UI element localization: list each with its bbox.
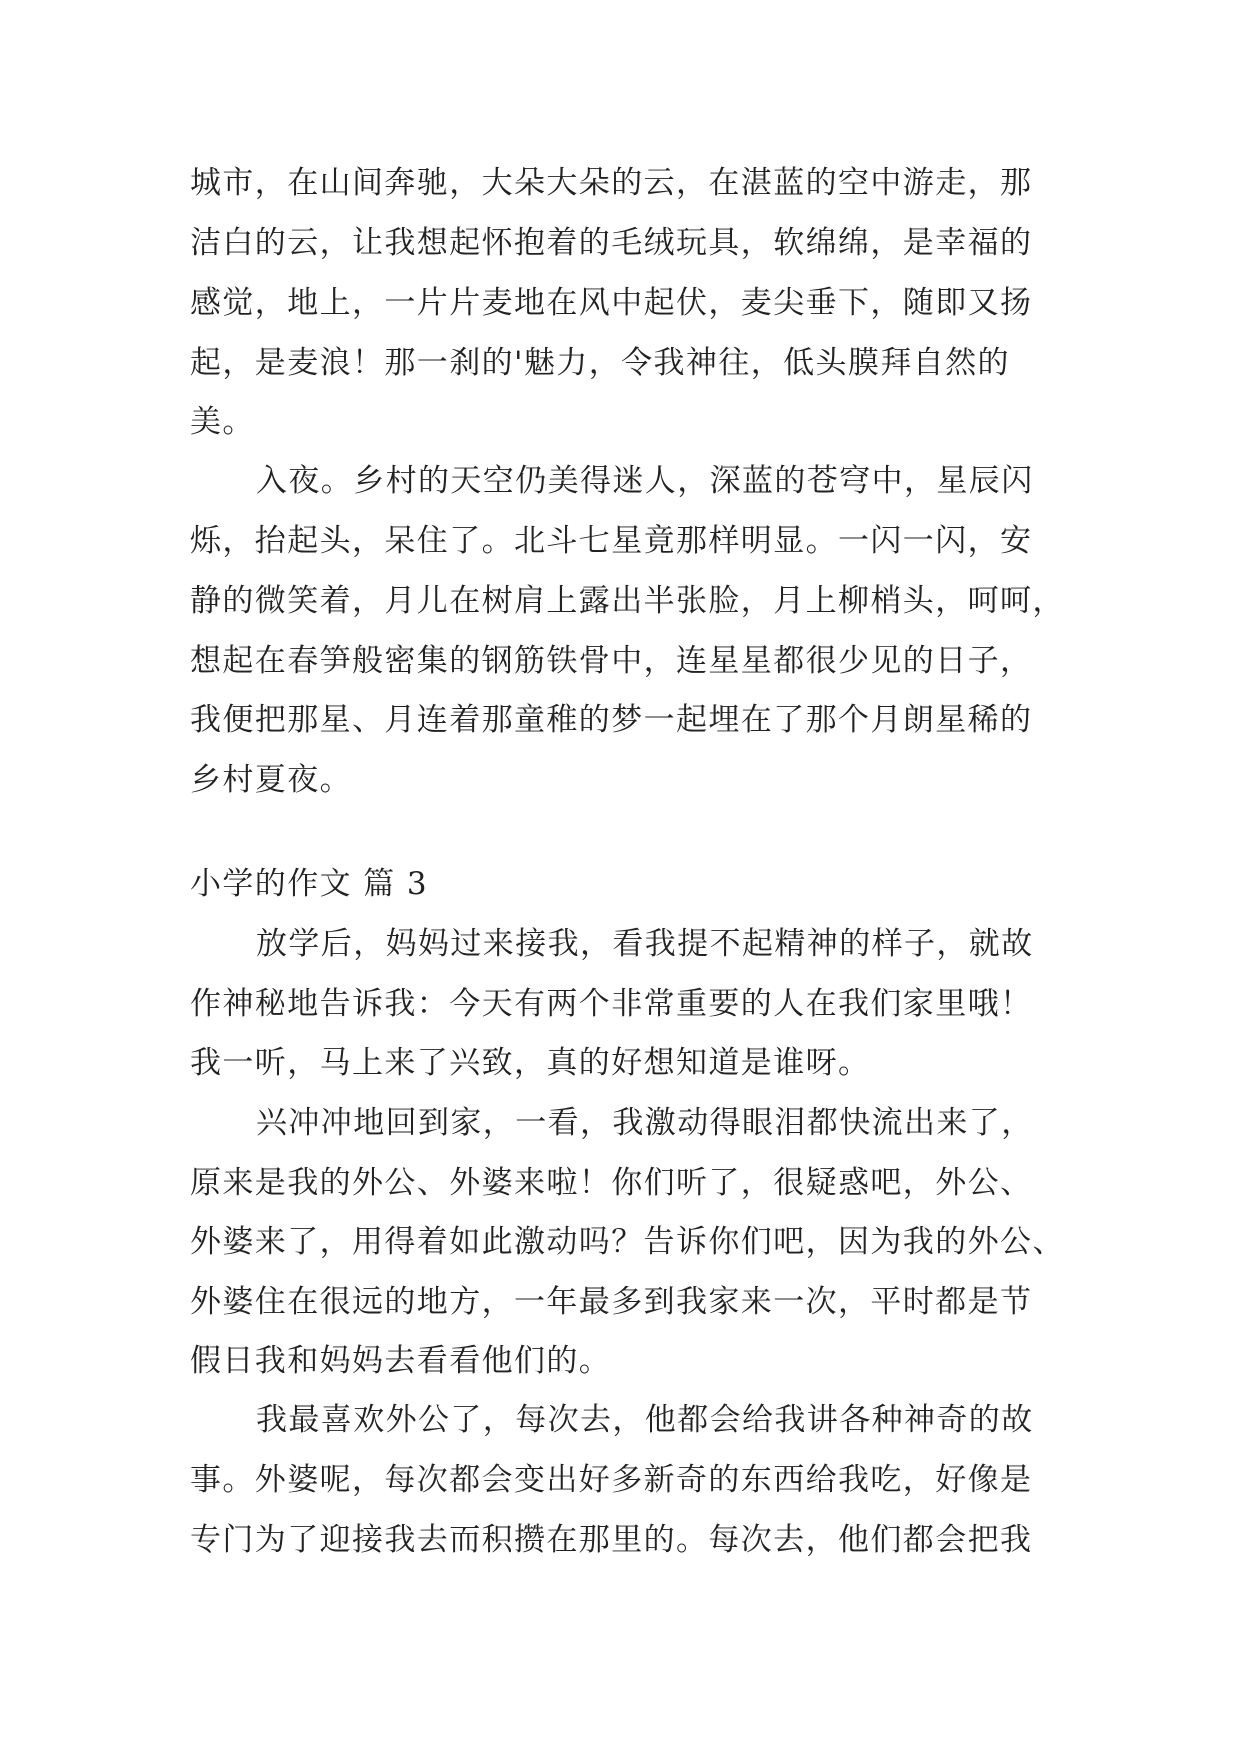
text-line: 原来是我的外公、外婆来啦！你们听了，很疑惑吧，外公、 — [190, 1165, 1033, 1201]
text-line: 兴冲冲地回到家，一看，我激动得眼泪都快流出来了， — [256, 1105, 1034, 1141]
text-line: 假日我和妈妈去看看他们的。 — [190, 1343, 612, 1379]
text-line: 城市，在山间奔驰，大朵大朵的云，在湛蓝的空中游走，那 — [190, 165, 1033, 201]
text-line: 烁，抬起头，呆住了。北斗七星竟那样明显。一闪一闪，安 — [190, 523, 1033, 559]
text-line: 感觉，地上，一片片麦地在风中起伏，麦尖垂下，随即又扬 — [190, 285, 1033, 321]
text-line: 外婆来了，用得着如此激动吗？告诉你们吧，因为我的外公、 — [190, 1224, 1065, 1260]
text-line: 事。外婆呢，每次都会变出好多新奇的东西给我吃，好像是 — [190, 1462, 1033, 1498]
text-line: 我最喜欢外公了，每次去，他都会给我讲各种神奇的故 — [256, 1402, 1034, 1438]
text-line: 乡村夏夜。 — [190, 762, 352, 798]
text-line: 入夜。乡村的天空仍美得迷人，深蓝的苍穹中，星辰闪 — [256, 463, 1034, 499]
text-line: 起，是麦浪！那一刹的'魅力，令我神往，低头膜拜自然的 — [190, 345, 1010, 381]
text-line: 放学后，妈妈过来接我，看我提不起精神的样子，就故 — [256, 926, 1034, 962]
text-line: 我便把那星、月连着那童稚的梦一起埋在了那个月朗星稀的 — [190, 702, 1033, 738]
section-heading: 小学的作文 篇 3 — [190, 866, 429, 902]
text-line: 我一听，马上来了兴致，真的好想知道是谁呀。 — [190, 1045, 871, 1081]
text-line: 作神秘地告诉我：今天有两个非常重要的人在我们家里哦！ — [190, 986, 1033, 1022]
text-line: 美。 — [190, 404, 255, 440]
text-line: 外婆住在很远的地方，一年最多到我家来一次，平时都是节 — [190, 1284, 1033, 1320]
text-line: 洁白的云，让我想起怀抱着的毛绒玩具，软绵绵，是幸福的 — [190, 225, 1033, 261]
text-line: 专门为了迎接我去而积攒在那里的。每次去，他们都会把我 — [190, 1522, 1033, 1558]
text-line: 静的微笑着，月儿在树肩上露出半张脸，月上柳梢头，呵呵， — [190, 583, 1065, 619]
text-line: 想起在春笋般密集的钢筋铁骨中，连星星都很少见的日子， — [190, 643, 1033, 679]
